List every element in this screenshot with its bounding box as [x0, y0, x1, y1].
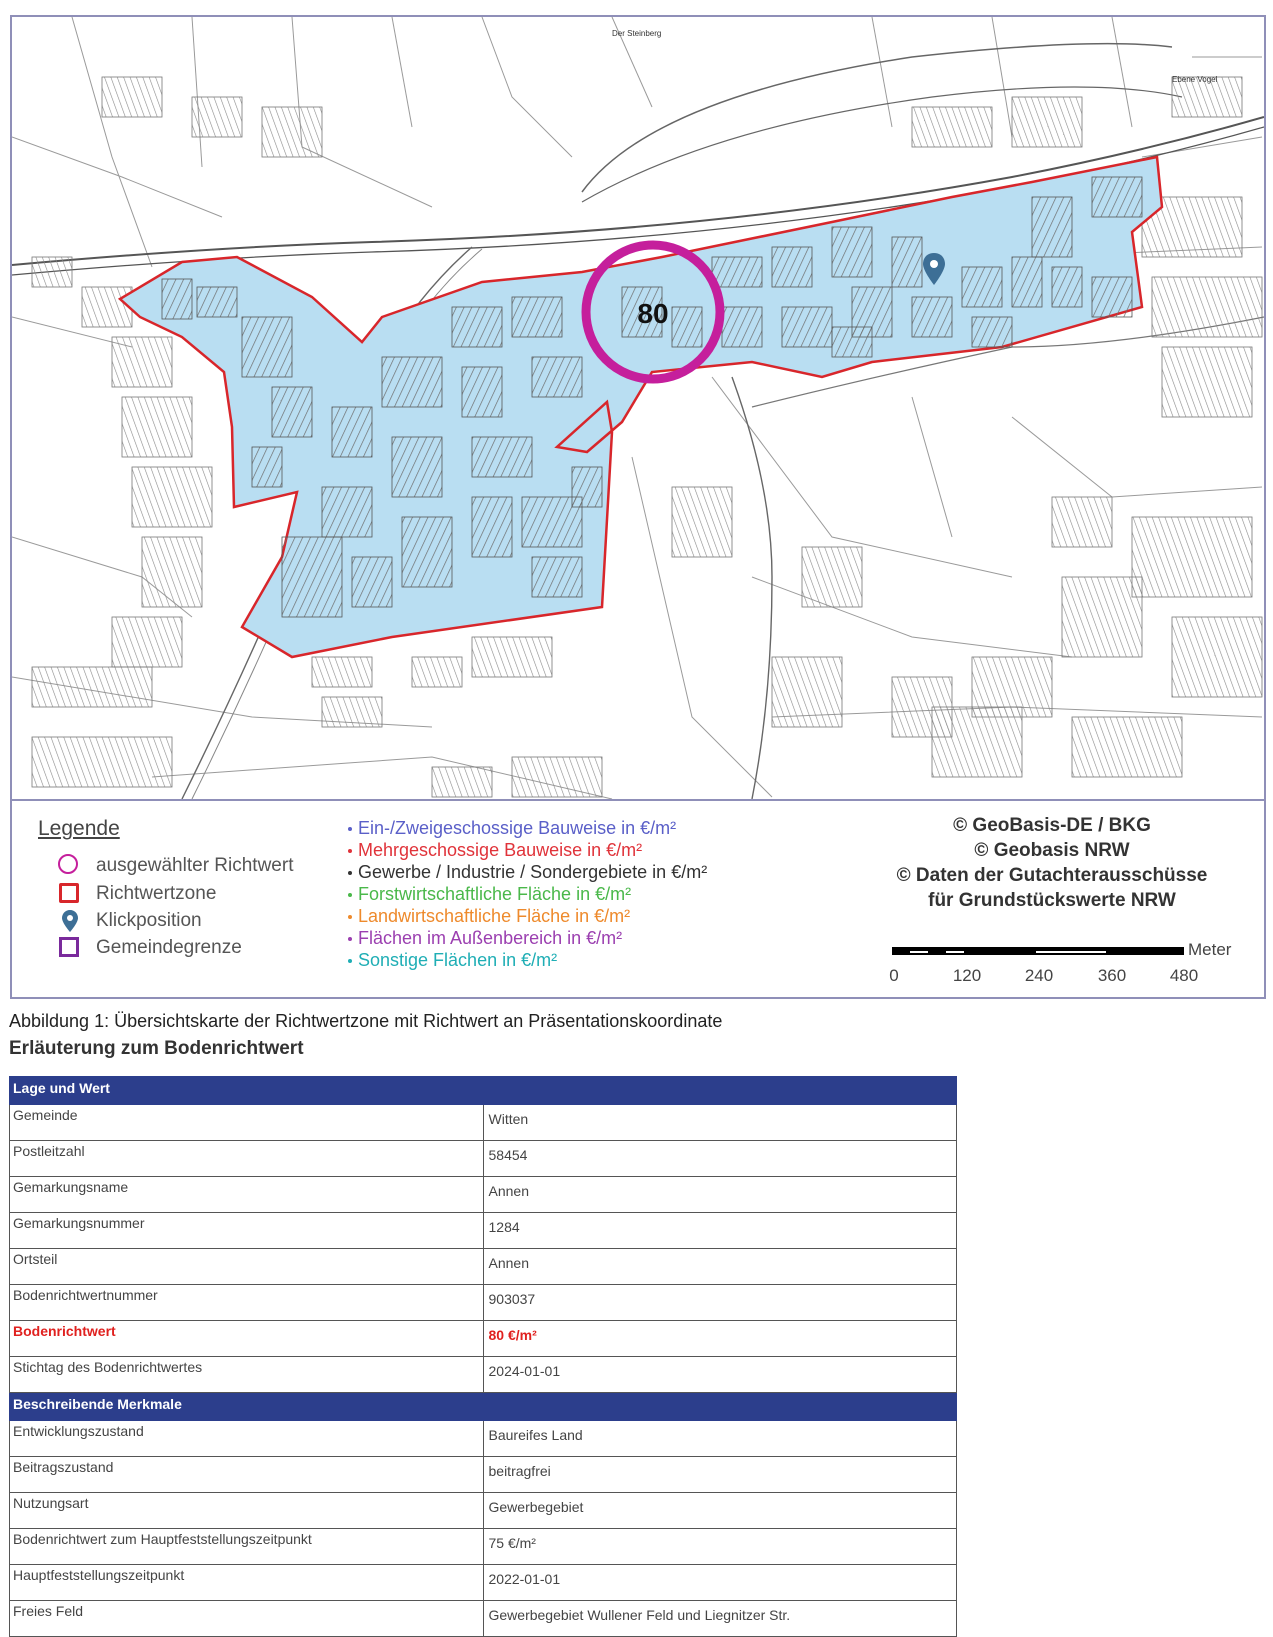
- category-list: [348, 817, 707, 971]
- purple-square-icon: [56, 935, 84, 961]
- table-row: [10, 1285, 957, 1321]
- row-value: 75 €/m²: [483, 1529, 957, 1565]
- scale-unit: Meter: [1188, 940, 1232, 959]
- legend-title: Legende: [38, 817, 120, 840]
- table-row: [10, 1601, 957, 1637]
- row-label: Freies Feld: [10, 1601, 484, 1637]
- category-item: Sonstige Flächen in €/m²: [348, 949, 707, 971]
- table-row: [10, 1565, 957, 1601]
- row-label: Hauptfeststellungszeitpunkt: [10, 1565, 484, 1601]
- row-label: Gemeinde: [10, 1105, 484, 1141]
- row-label: Beitragszustand: [10, 1457, 484, 1493]
- bodenrichtwert-table: [9, 1076, 957, 1637]
- table-section-header: [10, 1393, 957, 1421]
- red-square-icon: [56, 881, 84, 907]
- table-row: [10, 1249, 957, 1285]
- row-value: 58454: [483, 1141, 957, 1177]
- legend-item-label: Gemeindegrenze: [96, 937, 242, 958]
- table-row-highlight: [10, 1321, 957, 1357]
- map-area[interactable]: [12, 17, 1264, 799]
- bullet-icon: [348, 871, 352, 875]
- row-label: Entwicklungszustand: [10, 1421, 484, 1457]
- circle-icon: [56, 853, 84, 879]
- scale-bar: [889, 940, 1252, 992]
- scale-tick: 0: [889, 966, 899, 985]
- table-row: [10, 1213, 957, 1249]
- place-label-steinberg: Der Steinberg: [612, 29, 662, 38]
- legend-panel: [12, 799, 1264, 997]
- scale-tick: 120: [952, 966, 982, 985]
- section-title: Lage und Wert: [10, 1077, 957, 1105]
- legend-item-boundary: [56, 935, 242, 961]
- row-label: Gemarkungsnummer: [10, 1213, 484, 1249]
- row-label: Gemarkungsname: [10, 1177, 484, 1213]
- legend-item-label: Richtwertzone: [96, 883, 217, 904]
- section-title: Beschreibende Merkmale: [10, 1393, 957, 1421]
- legend-item-zone: [56, 881, 216, 907]
- row-label: Bodenrichtwert zum Hauptfeststellungszeitpunkt: [10, 1529, 484, 1565]
- row-value: 2022-01-01: [483, 1565, 957, 1601]
- category-item: Mehrgeschossige Bauweise in €/m²: [348, 839, 707, 861]
- category-item: Landwirtschaftliche Fläche in €/m²: [348, 905, 707, 927]
- row-value: beitragfrei: [483, 1457, 957, 1493]
- bullet-icon: [348, 937, 352, 941]
- scale-tick: 360: [1097, 966, 1127, 985]
- row-label: Bodenrichtwert: [10, 1321, 484, 1357]
- row-value: Annen: [483, 1177, 957, 1213]
- bullet-icon: [348, 893, 352, 897]
- table-section-header: [10, 1077, 957, 1105]
- table-row: [10, 1177, 957, 1213]
- table-row: [10, 1457, 957, 1493]
- row-label: Nutzungsart: [10, 1493, 484, 1529]
- table-row: [10, 1493, 957, 1529]
- legend-item-label: Klickposition: [96, 910, 202, 931]
- row-label: Stichtag des Bodenrichtwertes: [10, 1357, 484, 1393]
- category-item: Ein-/Zweigeschossige Bauweise in €/m²: [348, 817, 707, 839]
- copyright-credits: [862, 813, 1242, 913]
- credit-line: © GeoBasis-DE / BKG: [953, 815, 1151, 836]
- section-heading: Erläuterung zum Bodenrichtwert: [9, 1038, 304, 1059]
- bullet-icon: [348, 849, 352, 853]
- table-row: [10, 1105, 957, 1141]
- bullet-icon: [348, 827, 352, 831]
- bullet-icon: [348, 915, 352, 919]
- zone-value-label: 80: [637, 298, 669, 329]
- credit-line: für Grundstückswerte NRW: [928, 890, 1176, 911]
- category-item: Gewerbe / Industrie / Sondergebiete in €/m²: [348, 861, 707, 883]
- place-label-ebene-vogel: Ebene Vogel: [1172, 75, 1218, 84]
- bullet-icon: [348, 959, 352, 963]
- row-value: Gewerbegebiet Wullener Feld und Liegnitzer Str.: [483, 1601, 957, 1637]
- scale-tick: 480: [1169, 966, 1199, 985]
- table-row: [10, 1529, 957, 1565]
- row-value: Gewerbegebiet: [483, 1493, 957, 1529]
- category-item: Flächen im Außenbereich in €/m²: [348, 927, 707, 949]
- row-value: 903037: [483, 1285, 957, 1321]
- row-label: Ortsteil: [10, 1249, 484, 1285]
- table-row: [10, 1357, 957, 1393]
- row-value: Witten: [483, 1105, 957, 1141]
- legend-item-selected: [56, 853, 293, 879]
- row-value: 2024-01-01: [483, 1357, 957, 1393]
- credit-line: © Geobasis NRW: [974, 840, 1130, 861]
- location-pin-icon: [56, 908, 84, 934]
- figure-caption: Abbildung 1: Übersichtskarte der Richtwertzone mit Richtwert an Präsentationskoordinate: [9, 1011, 723, 1031]
- scale-tick: 240: [1024, 966, 1054, 985]
- row-value: 80 €/m²: [483, 1321, 957, 1357]
- row-label: Bodenrichtwertnummer: [10, 1285, 484, 1321]
- map-frame: [10, 15, 1266, 999]
- map-canvas[interactable]: [12, 17, 1264, 799]
- row-value: Annen: [483, 1249, 957, 1285]
- credit-line: © Daten der Gutachterausschüsse: [896, 865, 1208, 886]
- legend-item-label: ausgewählter Richtwert: [96, 855, 294, 876]
- category-item: Forstwirtschaftliche Fläche in €/m²: [348, 883, 707, 905]
- table-row: [10, 1141, 957, 1177]
- table-row: [10, 1421, 957, 1457]
- row-value: 1284: [483, 1213, 957, 1249]
- row-label: Postleitzahl: [10, 1141, 484, 1177]
- scale-bar-graphic: [892, 947, 1184, 955]
- legend-item-click: [56, 908, 202, 934]
- row-value: Baureifes Land: [483, 1421, 957, 1457]
